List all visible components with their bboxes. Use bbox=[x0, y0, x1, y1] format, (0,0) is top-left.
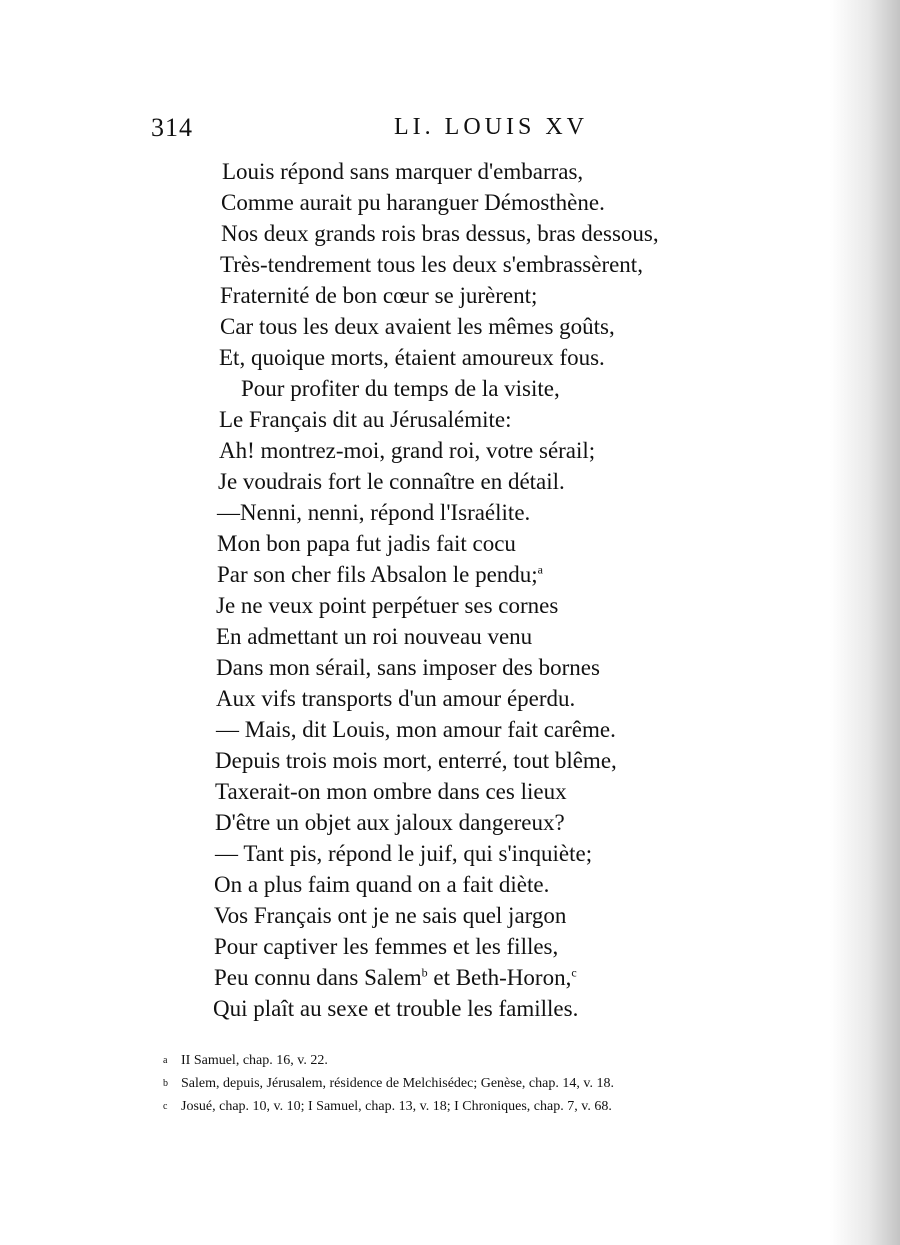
poem-line: Qui plaît au sexe et trouble les familles. bbox=[213, 996, 579, 1021]
poem-line: Aux vifs transports d'un amour éperdu. bbox=[216, 686, 576, 711]
poem-line: On a plus faim quand on a fait diète. bbox=[214, 872, 550, 897]
footnote-a bbox=[163, 1052, 328, 1070]
footnote-mark: b bbox=[163, 1078, 168, 1089]
poem-line: Pour profiter du temps de la visite, bbox=[241, 376, 560, 401]
poem-line: Nos deux grands rois bras dessus, bras dessous, bbox=[221, 221, 659, 246]
footnote-text: II Samuel, chap. 16, v. 22. bbox=[181, 1053, 328, 1068]
poem-line: Mon bon papa fut jadis fait cocu bbox=[217, 531, 516, 556]
poem-line: Fraternité de bon cœur se jurèrent; bbox=[220, 283, 538, 308]
page-number: 314 bbox=[151, 113, 193, 142]
poem-line: Dans mon sérail, sans imposer des bornes bbox=[216, 655, 600, 680]
poem-line: Ah! montrez-moi, grand roi, votre sérail; bbox=[219, 438, 596, 463]
footnote-mark: a bbox=[163, 1055, 168, 1066]
poem-line: Vos Français ont je ne sais quel jargon bbox=[214, 903, 567, 928]
footnote-text: Salem, depuis, Jérusalem, résidence de Melchisédec; Genèse, chap. 14, v. 18. bbox=[181, 1076, 614, 1091]
footnote-reference-a: a bbox=[537, 562, 543, 577]
poem-line: Taxerait-on mon ombre dans ces lieux bbox=[215, 779, 567, 804]
poem-line: Comme aurait pu haranguer Démosthène. bbox=[221, 190, 605, 215]
poem-line: Depuis trois mois mort, enterré, tout blême, bbox=[215, 748, 617, 773]
poem-line-text: Peu connu dans Salem bbox=[214, 965, 422, 990]
poem-line: D'être un objet aux jaloux dangereux? bbox=[215, 810, 565, 835]
poem-line: Car tous les deux avaient les mêmes goûts, bbox=[220, 314, 615, 339]
footnote-reference-c: c bbox=[571, 965, 577, 980]
poem-line bbox=[214, 964, 577, 992]
poem-line bbox=[217, 561, 543, 589]
poem-line: — Tant pis, répond le juif, qui s'inquiète; bbox=[215, 841, 593, 866]
footnote-b bbox=[163, 1075, 614, 1093]
poem-line: Louis répond sans marquer d'embarras, bbox=[222, 159, 584, 184]
poem-line: Et, quoique morts, étaient amoureux fous. bbox=[219, 345, 605, 370]
running-title: LI. LOUIS XV bbox=[394, 114, 588, 140]
poem-line: Très-tendrement tous les deux s'embrassèrent, bbox=[220, 252, 643, 277]
poem-line-text: Par son cher fils Absalon le pendu; bbox=[217, 562, 538, 587]
poem-line-text: et Beth-Horon, bbox=[427, 965, 572, 990]
poem-line: Le Français dit au Jérusalémite: bbox=[219, 407, 512, 432]
footnote-reference-b: b bbox=[421, 965, 428, 980]
footnote-c bbox=[163, 1098, 612, 1116]
footnote-text: Josué, chap. 10, v. 10; I Samuel, chap. 13, v. 18; I Chroniques, chap. 7, v. 68. bbox=[181, 1099, 612, 1114]
poem-line: — Mais, dit Louis, mon amour fait carême. bbox=[216, 717, 616, 742]
poem-line: Je ne veux point perpétuer ses cornes bbox=[216, 593, 559, 618]
poem-line: Je voudrais fort le connaître en détail. bbox=[218, 469, 565, 494]
poem-line: Pour captiver les femmes et les filles, bbox=[214, 934, 559, 959]
footnote-mark: c bbox=[163, 1101, 168, 1112]
poem-line: En admettant un roi nouveau venu bbox=[216, 624, 533, 649]
poem-line: —Nenni, nenni, répond l'Israélite. bbox=[217, 500, 531, 525]
